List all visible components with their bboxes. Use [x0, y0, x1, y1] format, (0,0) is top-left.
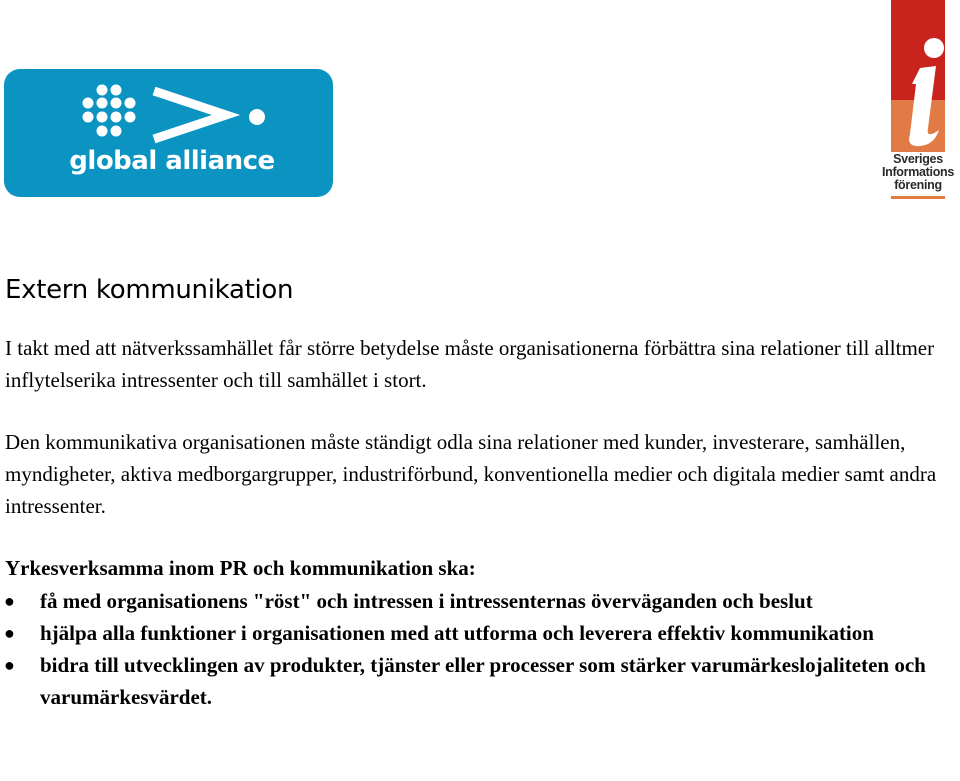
document-body — [5, 270, 945, 713]
info-i-icon — [876, 0, 960, 160]
intro-paragraph: I takt med att nätverkssamhället får större betydelse måste organisationerna förbättra sina relationer till alltmer inflytelserika intressenter och till samhället i stort. — [5, 336, 935, 392]
list-item — [5, 585, 945, 617]
list-item-text: bidra till utvecklingen av produkter, tjänster eller processer som stärker varumärkeslojaliteten och varumärkesvärdet. — [40, 653, 926, 709]
sif-logo-underline — [891, 196, 945, 199]
bullet-icon: ● — [4, 655, 15, 675]
bullet-icon: ● — [4, 623, 15, 643]
global-alliance-logo-text: global alliance — [69, 146, 275, 176]
list-item — [5, 617, 945, 649]
stakeholder-paragraph: Den kommunikativa organisationen måste ständigt odla sina relationer med kunder, investerare, samhällen, myndigheter, aktiva medborgargrupper, industriförbund, konventionella medier och digitala medier samt andra intressenter. — [5, 430, 937, 518]
sif-logo-line: Informations — [881, 165, 955, 179]
bullet-icon: ● — [4, 591, 15, 611]
sif-logo — [876, 0, 960, 202]
sif-logo-text — [876, 153, 960, 192]
sif-logo-line: förening — [894, 178, 942, 192]
global-alliance-mark-icon — [4, 69, 333, 197]
global-alliance-logo — [4, 69, 333, 197]
list-lead: Yrkesverksamma inom PR och kommunikation ska: — [5, 556, 476, 580]
page-title: Extern kommunikation — [5, 275, 294, 305]
list-item-text: få med organisationens "röst" och intressen i intressenternas överväganden och beslut — [40, 589, 813, 613]
responsibility-list — [5, 585, 945, 713]
list-item-text: hjälpa alla funktioner i organisationen med att utforma och leverera effektiv kommunikation — [40, 621, 874, 645]
sif-logo-line: Sveriges — [893, 152, 943, 166]
list-item — [5, 649, 945, 713]
